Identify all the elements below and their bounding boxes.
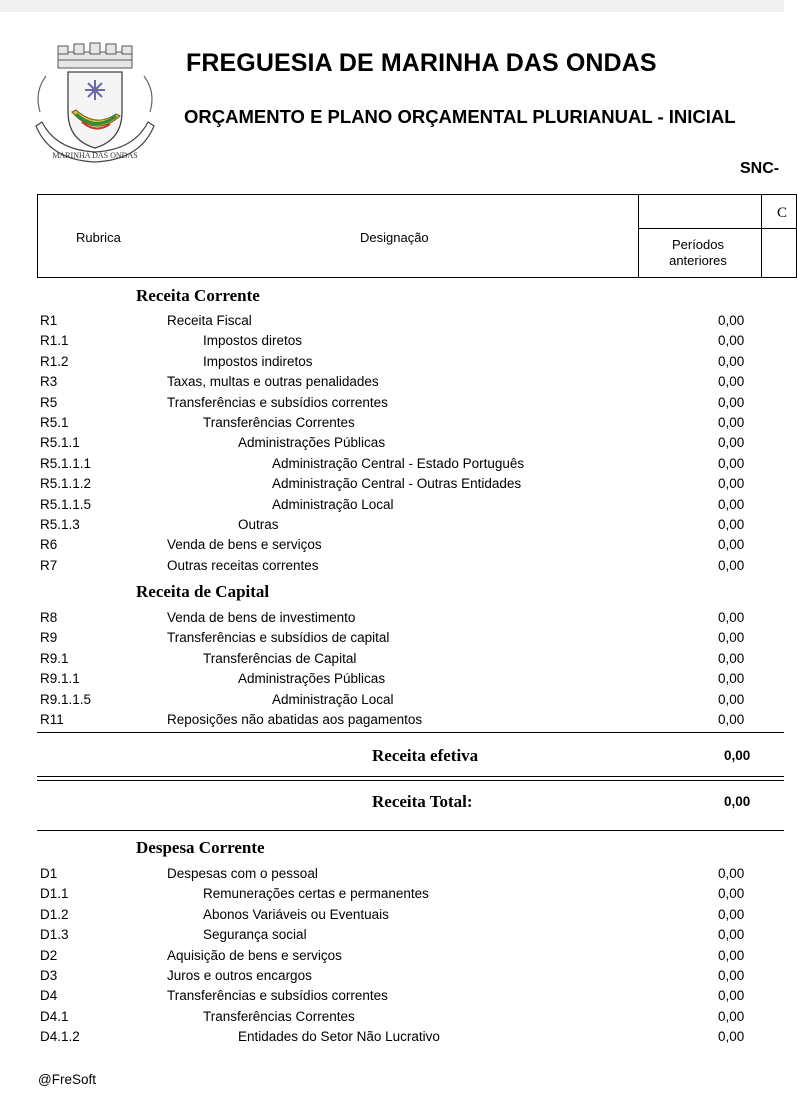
- row-code: R1: [40, 313, 58, 328]
- row-code: R5.1.1.5: [40, 496, 92, 512]
- section-title-receita-capital: Receita de Capital: [136, 582, 270, 601]
- row-code: R5.1.1.2: [40, 476, 92, 492]
- section-title-receita-corrente: Receita Corrente: [136, 286, 260, 305]
- section-title-despesa-corrente: Despesa Corrente: [136, 838, 265, 857]
- row-code: R9.1.1: [40, 671, 80, 687]
- receita-total-value: 0,00: [724, 794, 751, 809]
- table-row: [38, 710, 784, 730]
- row-code: R5.1: [40, 415, 69, 430]
- row-designation: Transferências de Capital: [203, 650, 357, 666]
- row-value: 0,00: [718, 610, 745, 625]
- row-code: D4: [40, 988, 58, 1004]
- row-designation: Administrações Públicas: [238, 671, 386, 687]
- table-row: [38, 905, 784, 925]
- row-value: 0,00: [718, 333, 745, 349]
- row-designation: Entidades do Setor Não Lucrativo: [238, 1029, 440, 1045]
- table-header: [37, 194, 797, 278]
- row-value: 0,00: [718, 476, 745, 492]
- row-designation: Taxas, multas e outras penalidades: [167, 374, 379, 390]
- row-code: D1.1: [40, 886, 69, 902]
- table-row: [38, 372, 784, 392]
- table-row: [38, 1027, 784, 1047]
- row-designation: Abonos Variáveis ou Eventuais: [203, 906, 389, 922]
- table-row: [38, 884, 784, 904]
- row-designation: Despesas com o pessoal: [167, 866, 318, 881]
- row-code: R6: [40, 537, 58, 553]
- row-designation: Administrações Públicas: [238, 435, 386, 451]
- row-designation: Venda de bens e serviços: [167, 537, 322, 553]
- row-code: D1: [40, 866, 58, 881]
- top-bar: [0, 0, 784, 12]
- report-code: SNC-: [740, 160, 780, 177]
- row-code: D3: [40, 968, 58, 983]
- row-designation: Transferências Correntes: [203, 415, 355, 430]
- row-value: 0,00: [718, 650, 745, 666]
- row-value: 0,00: [718, 712, 745, 727]
- header-divider: [761, 195, 762, 277]
- header-designacao: Designação: [360, 230, 429, 245]
- table-row: [38, 454, 784, 474]
- row-designation: Reposições não abatidas aos pagamentos: [167, 712, 423, 727]
- row-code: R9: [40, 630, 58, 646]
- row-code: D1.2: [40, 906, 69, 922]
- row-code: R5.1.3: [40, 517, 80, 532]
- table-row: [38, 925, 784, 945]
- row-value: 0,00: [718, 435, 745, 451]
- row-code: R8: [40, 610, 58, 625]
- row-designation: Transferências e subsídios de capital: [167, 630, 390, 646]
- footer-credit: @FreSoft: [38, 1072, 96, 1087]
- table-row: [38, 946, 784, 966]
- table-row: [38, 474, 784, 494]
- coat-of-arms-logo: [30, 42, 160, 172]
- table-row: [38, 864, 784, 884]
- table-row: [38, 1007, 784, 1027]
- row-value: 0,00: [718, 886, 745, 902]
- row-value: 0,00: [718, 866, 745, 881]
- row-designation: Segurança social: [203, 927, 307, 943]
- table-row: [38, 515, 784, 535]
- row-code: R7: [40, 557, 58, 573]
- header-group: C: [777, 205, 788, 221]
- table-row: [38, 669, 784, 689]
- page-title: FREGUESIA DE MARINHA DAS ONDAS: [186, 49, 657, 77]
- row-designation: Receita Fiscal: [167, 313, 252, 328]
- row-code: R9.1: [40, 650, 69, 666]
- table-row: [38, 495, 784, 515]
- row-designation: Impostos diretos: [203, 333, 303, 349]
- row-designation: Administração Local: [272, 496, 394, 512]
- divider: [37, 732, 784, 733]
- row-value: 0,00: [718, 906, 745, 922]
- row-designation: Remunerações certas e permanentes: [203, 886, 429, 902]
- table-row: [38, 690, 784, 710]
- row-designation: Outras receitas correntes: [167, 557, 319, 573]
- row-value: 0,00: [718, 1029, 745, 1045]
- header-periodos-anteriores: Períodos anteriores: [669, 237, 727, 268]
- page-subtitle: ORÇAMENTO E PLANO ORÇAMENTAL PLURIANUAL - INICIAL: [184, 106, 736, 127]
- row-value: 0,00: [718, 630, 745, 646]
- header-divider: [638, 228, 796, 229]
- row-value: 0,00: [718, 691, 745, 707]
- row-code: R1.2: [40, 353, 69, 369]
- divider: [37, 776, 784, 777]
- row-code: R11: [40, 712, 64, 727]
- row-value: 0,00: [718, 313, 745, 328]
- row-designation: Outras: [238, 517, 279, 532]
- receita-total-label: Receita Total:: [372, 792, 473, 811]
- row-value: 0,00: [718, 927, 745, 943]
- divider: [37, 780, 784, 781]
- table-row: [38, 393, 784, 413]
- receita-efetiva-label: Receita efetiva: [372, 746, 479, 765]
- row-designation: Juros e outros encargos: [167, 968, 312, 983]
- table-row: [38, 535, 784, 555]
- row-value: 0,00: [718, 947, 745, 963]
- row-value: 0,00: [718, 988, 745, 1004]
- row-code: R5: [40, 394, 58, 410]
- row-designation: Venda de bens de investimento: [167, 610, 356, 625]
- crest-motto: MARINHA DAS ONDAS: [52, 151, 138, 160]
- table-row: [38, 966, 784, 986]
- row-designation: Transferências e subsídios correntes: [167, 988, 388, 1004]
- row-value: 0,00: [718, 455, 745, 471]
- row-designation: Impostos indiretos: [203, 353, 313, 369]
- row-value: 0,00: [718, 353, 745, 369]
- row-code: R1.1: [40, 333, 69, 349]
- divider: [37, 830, 784, 831]
- row-value: 0,00: [718, 496, 745, 512]
- row-designation: Transferências Correntes: [203, 1008, 355, 1024]
- row-code: D4.1: [40, 1008, 69, 1024]
- row-designation: Administração Local: [272, 691, 394, 707]
- row-code: R5.1.1.1: [40, 455, 92, 471]
- header-rubrica: Rubrica: [76, 230, 121, 245]
- row-value: 0,00: [718, 415, 745, 430]
- row-value: 0,00: [718, 517, 745, 532]
- row-code: R9.1.1.5: [40, 691, 92, 707]
- table-row: [38, 986, 784, 1006]
- receita-efetiva-value: 0,00: [724, 748, 751, 763]
- row-code: R3: [40, 374, 58, 390]
- row-code: D1.3: [40, 927, 69, 943]
- row-code: D2: [40, 947, 58, 963]
- table-row: [38, 311, 784, 331]
- row-value: 0,00: [718, 394, 745, 410]
- row-value: 0,00: [718, 671, 745, 687]
- table-row: [38, 413, 784, 433]
- table-row: [38, 331, 784, 351]
- row-designation: Administração Central - Outras Entidades: [272, 476, 522, 492]
- table-row: [38, 433, 784, 453]
- row-value: 0,00: [718, 557, 745, 573]
- table-row: [38, 556, 784, 576]
- table-row: [38, 608, 784, 628]
- table-row: [38, 628, 784, 648]
- row-value: 0,00: [718, 537, 745, 553]
- table-row: [38, 649, 784, 669]
- row-value: 0,00: [718, 374, 745, 390]
- table-row: [38, 352, 784, 372]
- row-code: D4.1.2: [40, 1029, 80, 1045]
- row-designation: Administração Central - Estado Português: [272, 455, 525, 471]
- row-code: R5.1.1: [40, 435, 80, 451]
- row-designation: Transferências e subsídios correntes: [167, 394, 388, 410]
- row-value: 0,00: [718, 968, 745, 983]
- row-value: 0,00: [718, 1008, 745, 1024]
- row-designation: Aquisição de bens e serviços: [167, 947, 342, 963]
